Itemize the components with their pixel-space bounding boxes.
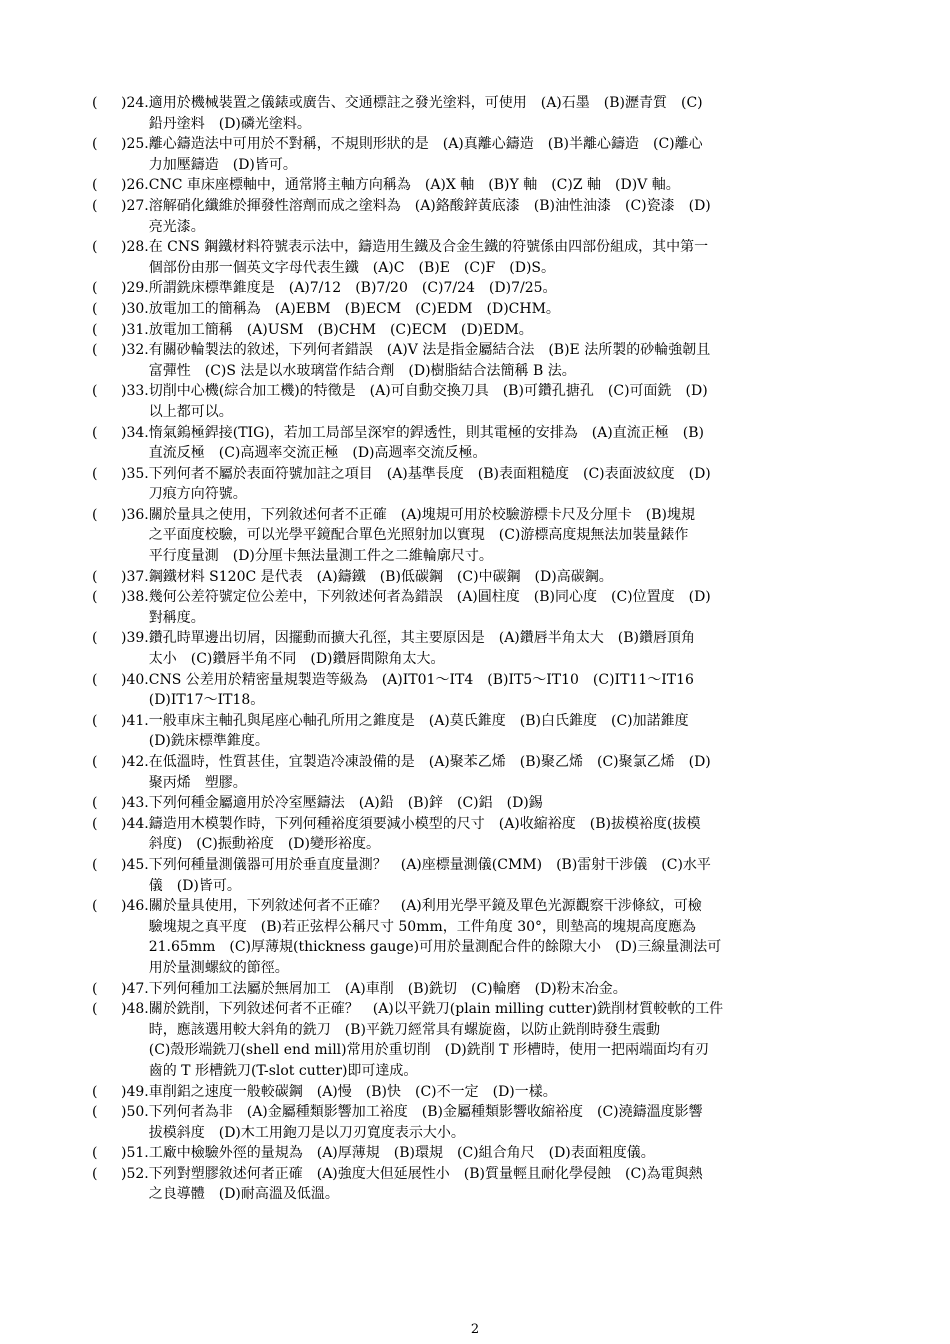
question-text xyxy=(149,1143,868,1164)
answer-blank: ( xyxy=(92,465,98,482)
question-item xyxy=(92,1143,868,1164)
question-text-line: 太小 (C)鑽唇半角不同 (D)鑽唇間隙角太大。 xyxy=(148,651,445,668)
question-item xyxy=(92,587,868,628)
question-text-line: 在 CNS 鋼鐵材料符號表示法中，鑄造用生鐵及合金生鐵的符號係由四部份組成，其中第一 xyxy=(148,239,709,256)
question-number: )32. xyxy=(121,342,149,359)
question-number: )50. xyxy=(121,1104,149,1121)
question-text-line: 下列何者不屬於表面符號加註之項目 (A)基準長度 (B)表面粗糙度 (C)表面波紋度 (D) xyxy=(148,465,711,482)
question-number: )29. xyxy=(121,280,149,297)
question-number: )42. xyxy=(121,754,149,770)
question-text-line: 以上都可以。 xyxy=(148,403,233,420)
question-item xyxy=(92,752,868,793)
question-item xyxy=(92,567,868,588)
answer-blank: ( xyxy=(92,815,98,832)
answer-blank: ( xyxy=(92,754,98,770)
page-number: 2 xyxy=(470,1322,480,1337)
question-item xyxy=(92,999,868,1081)
question-number: )25. xyxy=(121,136,149,153)
question-number: )34. xyxy=(121,424,149,441)
question-item xyxy=(92,814,868,855)
answer-blank: ( xyxy=(92,568,98,585)
question-text xyxy=(149,814,868,855)
question-text-line: 拔模斜度 (D)木工用鉋刀是以刀刃寬度表示大小。 xyxy=(148,1124,465,1141)
question-text-line: 聚丙烯 塑膠。 xyxy=(148,774,247,791)
question-text-line: 適用於機械裝置之儀錶或廣告、交通標註之發光塗料，可使用 (A)石墨 (B)瀝青質 (C) xyxy=(148,95,703,111)
question-text xyxy=(149,567,868,588)
question-text-line: 下列對塑膠敘述何者正確 (A)強度大但延展性小 (B)質量輕且耐化學侵蝕 (C)為電與熱 xyxy=(148,1165,703,1182)
question-text-line: 有關砂輪製法的敘述，下列何者錯誤 (A)V 法是指金屬結合法 (B)E 法所製的砂輪強韌且 xyxy=(148,342,711,359)
answer-blank: ( xyxy=(92,1145,98,1162)
question-text-line: 下列何種加工法屬於無屑加工 (A)車削 (B)銑切 (C)輪磨 (D)粉末冶金。 xyxy=(148,980,627,997)
question-text xyxy=(149,278,868,299)
question-text xyxy=(149,1164,868,1205)
question-item xyxy=(92,1164,868,1205)
question-number: )30. xyxy=(121,300,149,317)
question-item xyxy=(92,320,868,341)
question-item xyxy=(92,134,868,175)
question-text xyxy=(149,299,868,320)
answer-blank: ( xyxy=(92,1165,98,1182)
answer-blank: ( xyxy=(92,980,98,997)
question-number: )49. xyxy=(121,1083,149,1100)
question-text xyxy=(149,587,868,628)
question-text-line: 之良導體 (D)耐高溫及低溫。 xyxy=(148,1186,339,1203)
question-item xyxy=(92,855,868,896)
question-number: )35. xyxy=(121,465,149,482)
question-text-line: 工廠中檢驗外徑的量規為 (A)厚薄規 (B)環規 (C)組合角尺 (D)表面粗度儀。 xyxy=(148,1145,655,1162)
question-item xyxy=(92,423,868,464)
question-number: )39. xyxy=(121,630,149,647)
question-text-line: (D)IT17～IT18。 xyxy=(148,692,265,709)
question-item xyxy=(92,340,868,381)
answer-blank: ( xyxy=(92,671,98,688)
question-item xyxy=(92,299,868,320)
answer-blank: ( xyxy=(92,321,98,338)
answer-blank: ( xyxy=(92,1001,98,1018)
question-number: )26. xyxy=(121,177,149,194)
question-number: )45. xyxy=(121,856,149,873)
answer-blank: ( xyxy=(92,300,98,317)
answer-blank: ( xyxy=(92,424,98,441)
question-number: )36. xyxy=(121,506,149,523)
question-text-line: 儀 (D)皆可。 xyxy=(148,877,241,894)
question-text-line: 用於量測螺紋的節徑。 xyxy=(148,959,289,976)
question-text-line: 直流反極 (C)高週率交流正極 (D)高週率交流反極。 xyxy=(148,445,487,462)
answer-blank: ( xyxy=(92,856,98,873)
answer-blank: ( xyxy=(92,136,98,153)
question-text-line: (D)銑床標準錐度。 xyxy=(148,733,269,750)
question-number: )28. xyxy=(121,239,149,256)
question-text xyxy=(149,999,868,1081)
question-text-line: 之平面度校驗，可以光學平鏡配合單色光照射加以實現 (C)游標高度規無法加裝量錶作 xyxy=(148,527,689,544)
question-text-line: 關於銑削，下列敘述何者不正確？ (A)以平銑刀(plain milling cutter)銑削材質較軟的工件 xyxy=(148,1001,724,1018)
question-text-line: 惰氣鎢極銲接(TIG)，若加工局部呈深窄的銲透性，則其電極的安排為 (A)直流正極 (B) xyxy=(148,424,704,441)
question-item xyxy=(92,628,868,669)
question-number: )48. xyxy=(121,1001,149,1018)
question-text xyxy=(149,855,868,896)
question-text-line: 亮光漆。 xyxy=(148,218,205,235)
question-text xyxy=(149,979,868,1000)
question-item xyxy=(92,793,868,814)
question-text xyxy=(149,670,868,711)
question-text xyxy=(149,793,868,814)
question-text xyxy=(149,896,868,978)
question-number: )44. xyxy=(121,815,149,832)
question-number: )24. xyxy=(121,95,149,111)
question-item xyxy=(92,175,868,196)
question-number: )43. xyxy=(121,795,149,812)
question-text xyxy=(149,381,868,422)
question-text xyxy=(149,237,868,278)
question-number: )40. xyxy=(121,671,149,688)
question-text-line: 刀痕方向符號。 xyxy=(148,486,247,503)
question-text-line: 離心鑄造法中可用於不對稱，不規則形狀的是 (A)真離心鑄造 (B)半離心鑄造 (C)離心 xyxy=(148,136,703,153)
question-text xyxy=(149,505,868,567)
question-text xyxy=(149,340,868,381)
question-item xyxy=(92,237,868,278)
question-item xyxy=(92,93,868,134)
answer-blank: ( xyxy=(92,342,98,359)
answer-blank: ( xyxy=(92,239,98,256)
question-text-line: 車削鋁之速度一般較碳鋼 (A)慢 (B)快 (C)不一定 (D)一樣。 xyxy=(148,1083,557,1100)
question-text-line: 時，應該選用較大斜角的銑刀 (B)平銑刀經常具有螺旋齒，以防止銑削時發生震動 xyxy=(148,1021,660,1038)
question-item xyxy=(92,711,868,752)
question-text xyxy=(149,711,868,752)
question-text xyxy=(149,134,868,175)
question-text xyxy=(149,752,868,793)
question-text-line: 力加壓鑄造 (D)皆可。 xyxy=(148,156,297,173)
question-text-line: 平行度量測 (D)分厘卡無法量測工件之二維輪廓尺寸。 xyxy=(148,548,493,565)
question-text-line: 鋼鐵材料 S120C 是代表 (A)鑄鐵 (B)低碳鋼 (C)中碳鋼 (D)高碳鋼。 xyxy=(148,568,613,585)
question-item xyxy=(92,1102,868,1143)
answer-blank: ( xyxy=(92,383,98,400)
question-text-line: 放電加工簡稱 (A)USM (B)CHM (C)ECM (D)EDM。 xyxy=(148,321,533,338)
question-text-line: 驗塊規之真平度 (B)若正弦桿公稱尺寸 50mm，工件角度 30°，則墊高的塊規高度應為 xyxy=(148,918,697,935)
answer-blank: ( xyxy=(92,177,98,194)
question-text xyxy=(149,1102,868,1143)
question-number: )27. xyxy=(121,197,149,214)
question-text-line: 鉛丹塗料 (D)磷光塗料。 xyxy=(148,115,311,132)
question-text-line: 下列何種量測儀器可用於垂直度量測？ (A)座標量測儀(CMM) (B)雷射干涉儀 (C)水平 xyxy=(148,856,711,873)
question-number: )33. xyxy=(121,383,149,400)
question-number: )52. xyxy=(121,1165,149,1182)
question-item xyxy=(92,381,868,422)
question-text-line: 齒的 T 形槽銑刀(T-slot cutter)即可達成。 xyxy=(148,1062,418,1079)
question-text-line: 個部份由那一個英文字母代表生鐵 (A)C (B)E (C)F (D)S。 xyxy=(148,259,555,276)
question-text-line: (C)殼形端銑刀(shell end mill)常用於重切削 (D)銑削 T 形槽時，使用一把兩端面均有刃 xyxy=(148,1042,709,1059)
question-text-line: 幾何公差符號定位公差中，下列敘述何者為錯誤 (A)圓柱度 (B)同心度 (C)位置度 (D) xyxy=(148,589,711,606)
answer-blank: ( xyxy=(92,95,98,111)
question-text xyxy=(149,320,868,341)
question-item xyxy=(92,196,868,237)
answer-blank: ( xyxy=(92,795,98,812)
question-text-line: 鑽孔時單邊出切屑，因擺動而擴大孔徑，其主要原因是 (A)鑽唇半角太大 (B)鑽唇頂角 xyxy=(148,630,695,647)
answer-blank: ( xyxy=(92,506,98,523)
question-text xyxy=(149,423,868,464)
question-item xyxy=(92,464,868,505)
question-text-line: 關於量具之使用，下列敘述何者不正確 (A)塊規可用於校驗游標卡尺及分厘卡 (B)塊規 xyxy=(148,506,695,523)
answer-blank: ( xyxy=(92,1104,98,1121)
question-text-line: CNS 公差用於精密量規製造等級為 (A)IT01～IT4 (B)IT5～IT10 (C)IT11～IT16 xyxy=(148,671,694,688)
question-text-line: 溶解硝化纖維於揮發性溶劑而成之塗料為 (A)鉻酸鋅黃底漆 (B)油性油漆 (C)瓷漆 (D) xyxy=(148,197,711,214)
question-text-line: 切削中心機(綜合加工機)的特徵是 (A)可自動交換刀具 (B)可鑽孔搪孔 (C)可面銑 (D) xyxy=(148,383,708,400)
question-text-line: 下列何者為非 (A)金屬種類影響加工裕度 (B)金屬種類影響收縮裕度 (C)澆鑄溫度影響 xyxy=(148,1104,703,1121)
question-text-line: 所謂銑床標準錐度是 (A)7/12 (B)7/20 (C)7/24 (D)7/25。 xyxy=(148,280,557,297)
answer-blank: ( xyxy=(92,197,98,214)
question-item xyxy=(92,670,868,711)
question-text-line: 放電加工的簡稱為 (A)EBM (B)ECM (C)EDM (D)CHM。 xyxy=(148,300,560,317)
answer-blank: ( xyxy=(92,589,98,606)
question-number: )46. xyxy=(121,898,149,915)
question-item xyxy=(92,505,868,567)
question-number: )41. xyxy=(121,712,149,729)
question-number: )31. xyxy=(121,321,149,338)
question-number: )37. xyxy=(121,568,149,585)
question-item xyxy=(92,278,868,299)
question-number: )38. xyxy=(121,589,149,606)
answer-blank: ( xyxy=(92,1083,98,1100)
answer-blank: ( xyxy=(92,898,98,915)
question-text-line: 下列何種金屬適用於冷室壓鑄法 (A)鉛 (B)鋅 (C)鋁 (D)錫 xyxy=(148,795,543,812)
question-text xyxy=(149,1082,868,1103)
question-number: )47. xyxy=(121,980,149,997)
question-text-line: 關於量具使用，下列敘述何者不正確？ (A)利用光學平鏡及單色光源觀察干涉條紋，可檢 xyxy=(148,898,702,915)
question-text-line: 富彈性 (C)S 法是以水玻璃當作結合劑 (D)樹脂結合法簡稱 B 法。 xyxy=(148,362,576,379)
question-text xyxy=(149,464,868,505)
question-text-line: 斜度) (C)振動裕度 (D)變形裕度。 xyxy=(148,836,380,853)
question-text xyxy=(149,175,868,196)
question-text-line: 21.65mm (C)厚薄規(thickness gauge)可用於量測配合件的餘隙大小 (D)三線量測法可 xyxy=(148,939,722,956)
question-text-line: 一般車床主軸孔與尾座心軸孔所用之錐度是 (A)莫氏錐度 (B)白氏錐度 (C)加諾錐度 xyxy=(148,712,689,729)
question-text xyxy=(149,628,868,669)
question-text-line: CNC 車床座標軸中，通常將主軸方向稱為 (A)X 軸 (B)Y 軸 (C)Z 軸 (D)V 軸。 xyxy=(148,177,680,194)
question-item xyxy=(92,1082,868,1103)
question-number: )51. xyxy=(121,1145,149,1162)
question-text-line: 在低溫時，性質甚佳，宜製造冷凍設備的是 (A)聚苯乙烯 (B)聚乙烯 (C)聚氯乙烯 (D) xyxy=(148,754,711,770)
question-item xyxy=(92,896,868,978)
question-text xyxy=(149,93,868,134)
answer-blank: ( xyxy=(92,280,98,297)
question-text-line: 鑄造用木模製作時，下列何種裕度須要減小模型的尺寸 (A)收縮裕度 (B)拔模裕度(拔模 xyxy=(148,815,701,832)
question-text xyxy=(149,196,868,237)
answer-blank: ( xyxy=(92,630,98,647)
question-text-line: 對稱度。 xyxy=(148,609,205,626)
question-item xyxy=(92,979,868,1000)
question-list xyxy=(92,93,868,1205)
answer-blank: ( xyxy=(92,712,98,729)
